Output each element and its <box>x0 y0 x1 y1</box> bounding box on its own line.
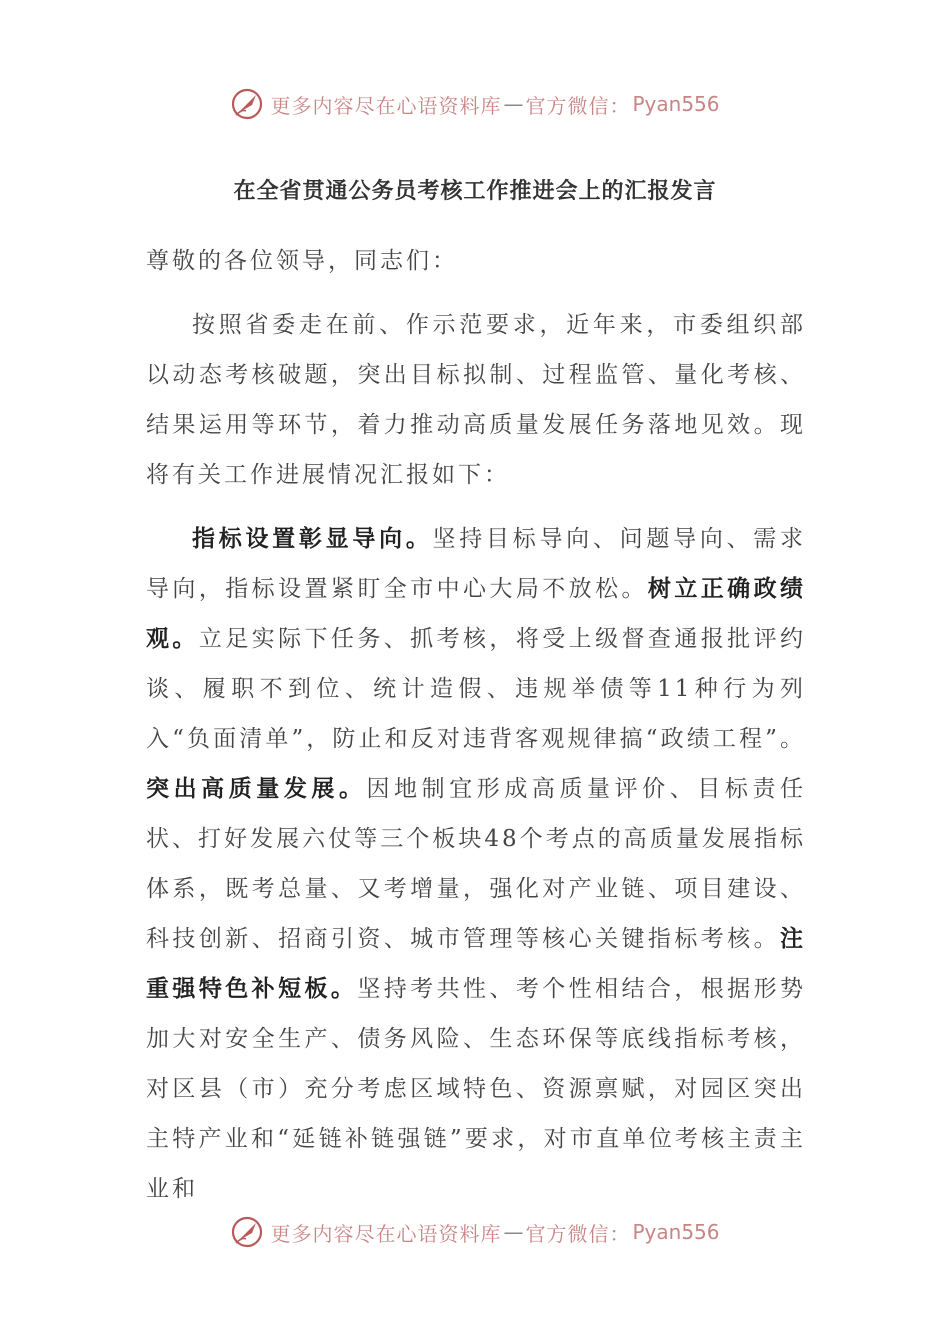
watermark-label: 官方微信： <box>525 1221 631 1246</box>
heading-indicator-setting: 指标设置彰显导向。 <box>192 525 433 552</box>
watermark-main-text: 更多内容尽在心语资料库 <box>270 1221 502 1246</box>
heading-high-quality: 突出高质量发展。 <box>146 775 367 802</box>
text-high-quality: 因地制宜形成高质量评价、目标责任状、打好发展六仗等三个板块48个考点的高质量发展指标体系，既考总量、又考增量，强化对产业链、项目建设、科技创新、招商引资、城市管理等核心关键指标考核。 <box>146 776 807 952</box>
watermark-header <box>0 84 950 124</box>
intro-paragraph: 按照省委走在前、作示范要求，近年来，市委组织部以动态考核破题，突出目标拟制、过程监管、量化考核、结果运用等环节，着力推动高质量发展任务落地见效。现将有关工作进展情况汇报如下： <box>146 312 806 488</box>
quill-logo-icon <box>230 1215 264 1249</box>
text-performance-view: 立足实际下任务、抓考核，将受上级督查通报批评约谈、履职不到位、统计造假、违规举债等11种行为列入“负面清单”，防止和反对违背客观规律搞“政绩工程”。 <box>146 626 807 752</box>
watermark-separator: — <box>503 1220 524 1244</box>
quill-logo-icon <box>230 87 264 121</box>
watermark-main-text: 更多内容尽在心语资料库 <box>270 93 502 118</box>
heading-performance-view: 树立正确政绩观。 <box>146 575 807 652</box>
text-indicator-setting: 坚持目标导向、问题导向、需求导向，指标设置紧盯全市中心大局不放松。 <box>146 526 807 602</box>
document-title: 在全省贯通公务员考核工作推进会上的汇报发言 <box>233 178 717 204</box>
watermark-footer <box>0 1212 950 1252</box>
watermark-handle: Pyan556 <box>632 1220 720 1244</box>
document-body <box>146 236 806 1228</box>
heading-features: 注重强特色补短板。 <box>146 925 806 1002</box>
watermark-label: 官方微信： <box>525 93 631 118</box>
text-features: 坚持考共性、考个性相结合，根据形势加大对安全生产、债务风险、生态环保等底线指标考核，对区县（市）充分考虑区域特色、资源禀赋，对园区突出主特产业和“延链补链强链”要求，对市直单位考核主责主业和 <box>146 976 807 1202</box>
section-paragraph <box>146 514 806 1214</box>
watermark-handle: Pyan556 <box>632 92 720 116</box>
watermark-separator: — <box>503 92 524 116</box>
salutation: 尊敬的各位领导，同志们： <box>146 248 458 274</box>
